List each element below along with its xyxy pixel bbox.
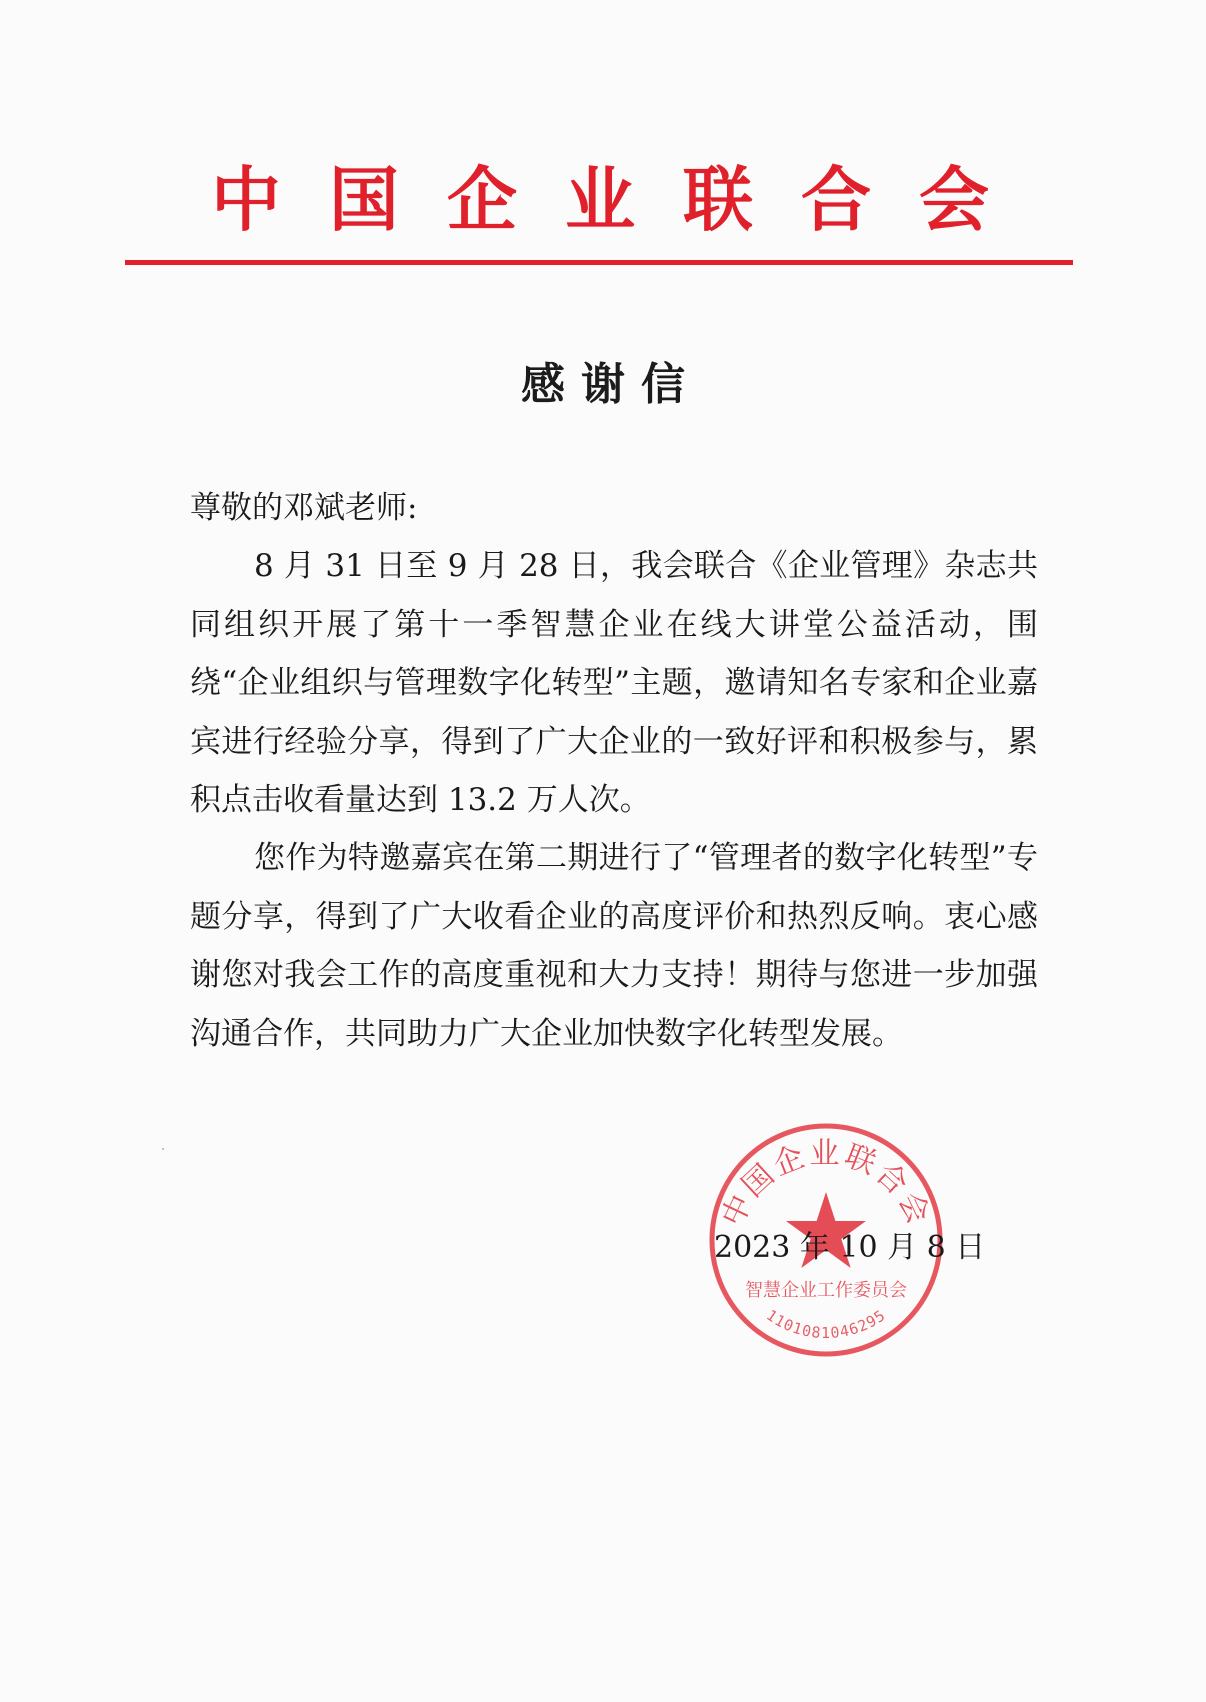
letter-salutation: 尊敬的邓斌老师: (190, 490, 418, 526)
organization-header: 中国企业联合会 (211, 158, 1037, 241)
seal-department-text: 智慧企业工作委员会 (745, 1280, 907, 1301)
letter-title: 感谢信 (521, 359, 701, 410)
paper-speck (162, 1148, 164, 1150)
header-red-rule (125, 260, 1073, 265)
seal-organization-text: 中国企业联合会 (715, 1136, 937, 1232)
letter-paragraph-1: 8 月 31 日至 9 月 28 日，我会联合《企业管理》杂志共同组织开展了第十一季智慧企业在线大讲堂公益活动，围绕“企业组织与管理数字化转型”主题，邀请知名专家和企业嘉宾进行经验分享，得到了广大企业的一致好评和积极参与，累积点击收看量达到 13.2 万人次。 (190, 548, 1038, 818)
seal-code-text: 1101081046295 (762, 1306, 890, 1342)
letter-date: 2023 年 10 月 8 日 (714, 1230, 986, 1265)
letter-paragraph-2: 您作为特邀嘉宾在第二期进行了“管理者的数字化转型”专题分享，得到了广大收看企业的高度评价和热烈反响。衷心感谢您对我会工作的高度重视和大力支持！期待与您进一步加强沟通合作，共同助力广大企业加快数字化转型发展。 (190, 840, 1038, 1052)
